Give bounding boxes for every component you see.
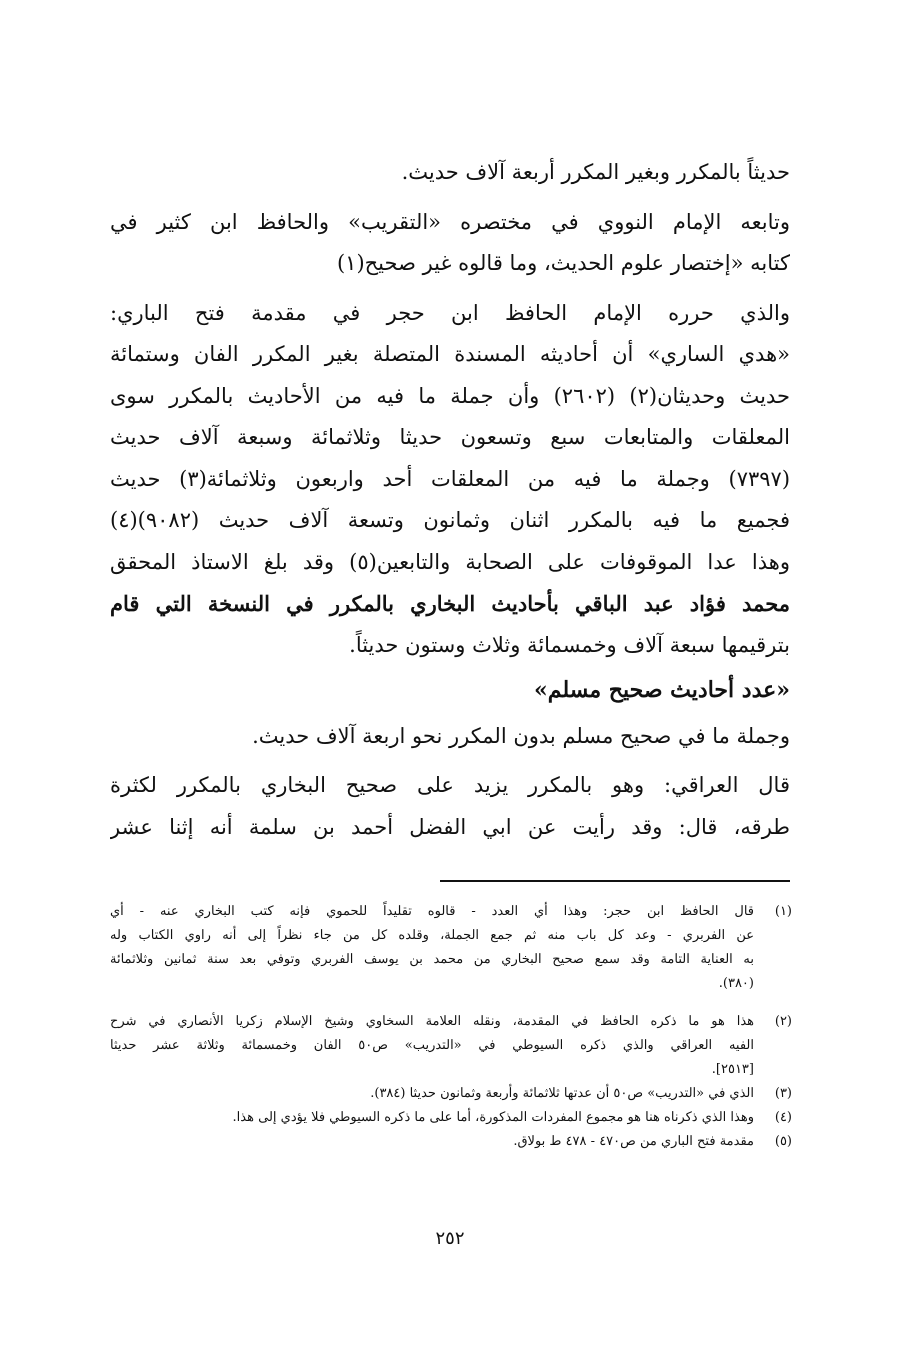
footnote-line: [٢٥١٣]. <box>711 1062 754 1077</box>
footnote-line: هذا هو ما ذكره الحافظ في المقدمة، ونقله العلامة السخاوي وشيخ الإسلام زكريا الأنصاري في شرح <box>110 1014 754 1029</box>
text-line: كتابه «إختصار علوم الحديث، وما قالوه غير صحيح(١) <box>336 251 790 275</box>
text-line: طرقه، قال: وقد رأيت عن ابي الفضل أحمد بن سلمة أنه إثنا عشر <box>110 814 790 839</box>
text-line: محمد فؤاد عبد الباقي بأحاديث البخاري بالمكرر في النسخة التي قام <box>110 591 790 616</box>
footnote-item <box>110 1082 792 1106</box>
footnote-number: (٣) <box>774 1086 792 1101</box>
footnote-number: (٢) <box>774 1014 792 1029</box>
main-text <box>110 152 790 848</box>
page-number: ٢٥٢ <box>435 1228 465 1249</box>
footnote-item <box>110 1106 792 1130</box>
text-line: «هدي الساري» أن أحاديثه المسندة المتصلة بغير المكرر الفان وستمائة <box>110 342 790 366</box>
text-line: والذي حرره الإمام الحافظ ابن حجر في مقدمة فتح الباري: <box>110 300 790 325</box>
text-line: وتابعه الإمام النووي في مختصره «التقريب» والحافظ ابن كثير في <box>110 209 790 234</box>
footnote-divider <box>440 880 790 882</box>
footnote-item <box>110 1010 792 1082</box>
footnote-line: عن الفربري - وعد كل باب منه ثم جمع الجملة، وقلده كل من جاء نظراً إلى أنه راوي الكتاب وله <box>110 928 754 943</box>
footnote-item <box>110 900 792 996</box>
text-line: المعلقات والمتابعات سبع وتسعون حديثا وثلاثمائة وسبعة آلاف حديث <box>110 425 790 449</box>
footnote-number: (٥) <box>774 1134 792 1149</box>
text-line: فجميع ما فيه بالمكرر اثنان وثمانون وتسعة آلاف حديث (٩٠٨٢)(٤) <box>110 508 790 532</box>
footnote-item <box>110 1130 792 1154</box>
text-line: وجملة ما في صحيح مسلم بدون المكرر نحو اربعة آلاف حديث. <box>252 723 790 748</box>
footnote-line: قال الحافظ ابن حجر: وهذا أي العدد - قالوه تقليداً للحموي فإنه كتب البخاري عنه - أي <box>110 904 754 919</box>
footnote-line: (٣٨٠). <box>718 976 754 991</box>
text-line: (٧٣٩٧) وجملة ما فيه من المعلقات أحد واربعون وثلاثمائة(٣) حديث <box>110 466 790 491</box>
footnotes <box>110 900 792 1154</box>
section-heading: «عدد أحاديث صحيح مسلم» <box>534 677 790 703</box>
footnote-line: الذي في «التدريب» ص٥٠ أن عدتها ثلاثمائة وأربعة وثمانون حديثا (٣٨٤). <box>370 1086 754 1101</box>
footnote-line: مقدمة فتح الباري من ص٤٧٠ - ٤٧٨ ط بولاق. <box>513 1134 754 1149</box>
footnote-number: (١) <box>774 904 792 919</box>
footnote-line: به العناية التامة وقد سمع صحيح البخاري من محمد بن يوسف الفربري وتوفي بعد سنة ثمانين وثلاثمائة <box>110 952 754 967</box>
footnote-line: وهذا الذي ذكرناه هنا هو مجموع المفردات المذكورة، أما على ما ذكره السيوطي فلا يؤدي إلى هذا. <box>232 1110 754 1125</box>
text-line: بترقيمها سبعة آلاف وخمسمائة وثلاث وستون حديثاً. <box>349 632 790 657</box>
footnote-line: الفيه العراقي والذي ذكره السيوطي في «التدريب» ص٥٠ الفان وخمسمائة وثلاثة عشر حديثا <box>110 1038 754 1053</box>
text-line: وهذا عدا الموقوفات على الصحابة والتابعين(٥) وقد بلغ الاستاذ المحقق <box>110 549 790 574</box>
text-line: حديثاً بالمكرر وبغير المكرر أربعة آلاف حديث. <box>401 160 790 184</box>
footnote-number: (٤) <box>774 1110 792 1125</box>
text-line: حديث وحديثان(٢) (٢٦٠٢) وأن جملة ما فيه من الأحاديث بالمكرر سوى <box>110 383 790 408</box>
text-line: قال العراقي: وهو بالمكرر يزيد على صحيح البخاري بالمكرر لكثرة <box>110 773 790 797</box>
